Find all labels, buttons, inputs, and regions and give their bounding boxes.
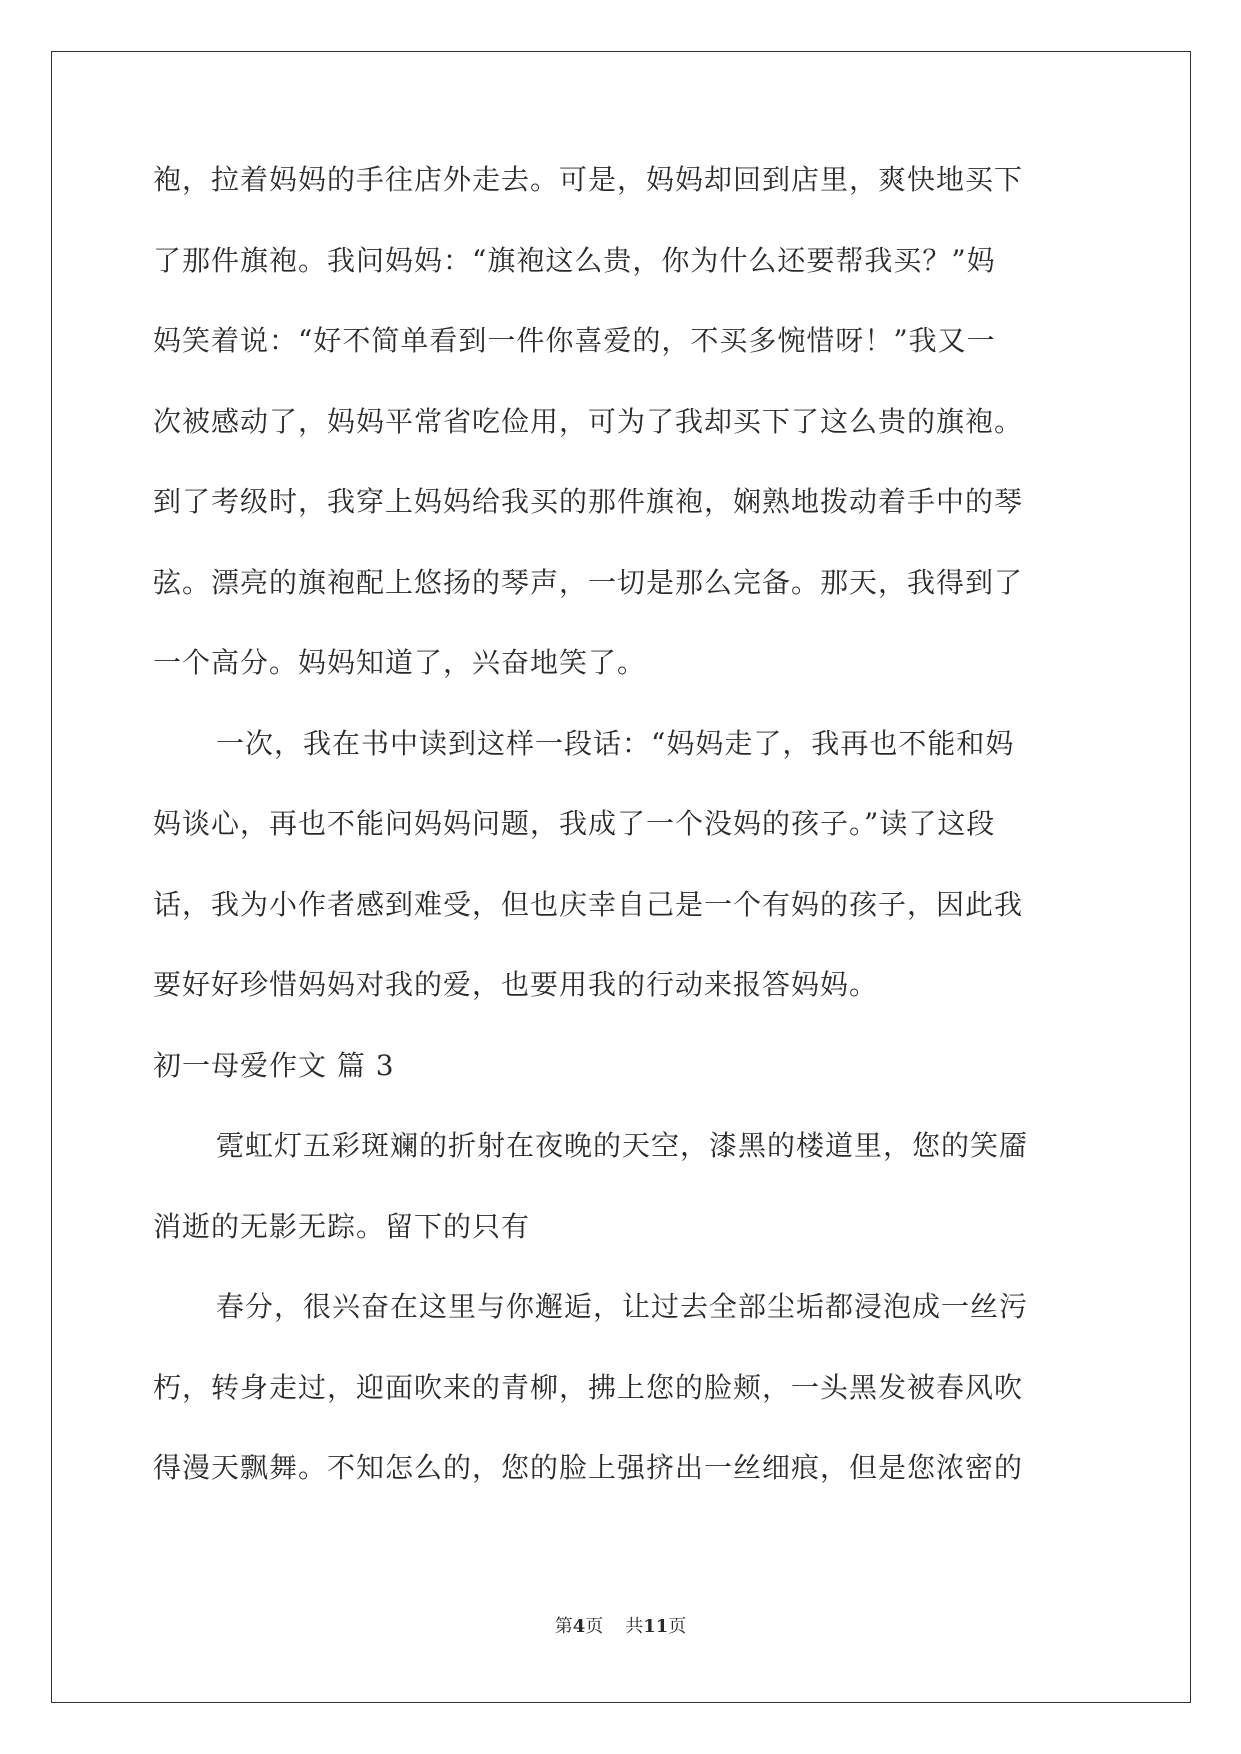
text-line: 妈笑着说：“好不简单看到一件你喜爱的，不买多惋惜呀！”我又一 xyxy=(153,324,996,357)
page-suffix: 页 xyxy=(585,1616,604,1637)
text-line: 到了考级时，我穿上妈妈给我买的那件旗袍，娴熟地拨动着手中的琴 xyxy=(153,485,1024,518)
text-line: 春分，很兴奋在这里与你邂逅，让过去全部尘垢都浸泡成一丝污 xyxy=(216,1290,1029,1323)
text-line: 袍，拉着妈妈的手往店外走去。可是，妈妈却回到店里，爽快地买下 xyxy=(153,163,1024,196)
text-line: 话，我为小作者感到难受，但也庆幸自己是一个有妈的孩子，因此我 xyxy=(153,887,1024,921)
page-prefix: 第 xyxy=(554,1616,573,1637)
text-line: 了那件旗袍。我问妈妈：“旗袍这么贵，你为什么还要帮我买？”妈 xyxy=(153,243,996,277)
paragraph xyxy=(153,1106,1093,1267)
total-prefix: 共 xyxy=(625,1616,644,1637)
paragraph xyxy=(153,704,1093,1026)
text-line: 次被感动了，妈妈平常省吃俭用，可为了我却买下了这么贵的旗袍。 xyxy=(153,404,1024,438)
section-heading: 初一母爱作文 篇 3 xyxy=(153,1048,395,1082)
text-line: 要好好珍惜妈妈对我的爱，也要用我的行动来报答妈妈。 xyxy=(153,968,879,1001)
text-line: 弦。漂亮的旗袍配上悠扬的琴声，一切是那么完备。那天，我得到了 xyxy=(153,565,1024,599)
text-line: 霓虹灯五彩斑斓的折射在夜晚的天空，漆黑的楼道里，您的笑靥 xyxy=(216,1129,1029,1162)
text-line: 朽，转身走过，迎面吹来的青柳，拂上您的脸颊，一头黑发被春风吹 xyxy=(153,1370,1024,1404)
text-line: 得漫天飘舞。不知怎么的，您的脸上强挤出一丝细痕，但是您浓密的 xyxy=(153,1451,1024,1484)
page-number: 4 xyxy=(572,1616,586,1637)
page-footer xyxy=(0,1612,1241,1638)
text-line: 一次，我在书中读到这样一段话：“妈妈走了，我再也不能和妈 xyxy=(216,726,1015,760)
text-line: 妈谈心，再也不能问妈妈问题，我成了一个没妈的孩子。”读了这段 xyxy=(153,807,996,840)
total-pages: 11 xyxy=(643,1616,669,1637)
total-suffix: 页 xyxy=(668,1616,687,1637)
document-body xyxy=(153,140,1093,1509)
text-line: 一个高分。妈妈知道了，兴奋地笑了。 xyxy=(153,646,647,679)
text-line: 消逝的无影无踪。留下的只有 xyxy=(153,1209,531,1243)
paragraph xyxy=(153,140,1093,704)
paragraph xyxy=(153,1267,1093,1509)
